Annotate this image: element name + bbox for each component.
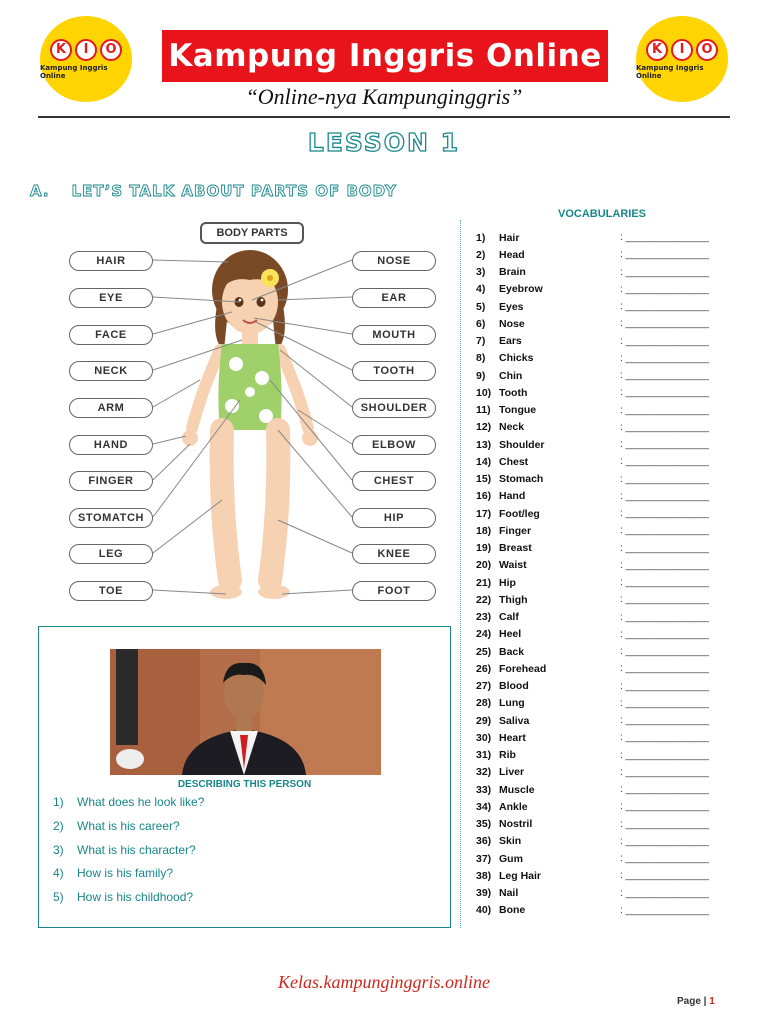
vocab-answer-blank: : _______________	[620, 249, 709, 261]
vocab-number: 30)	[476, 731, 492, 744]
vocab-word: Lung	[499, 697, 525, 710]
vocab-answer-blank: : _______________	[620, 749, 709, 761]
label-hip: HIP	[352, 508, 436, 528]
label-toe: TOE	[69, 581, 153, 601]
question-item	[53, 843, 204, 867]
vocab-row	[476, 850, 740, 867]
vocab-word: Liver	[499, 766, 525, 779]
vocab-row	[476, 419, 740, 436]
vocab-answer-blank: : _______________	[620, 525, 709, 537]
vocab-number: 23)	[476, 611, 492, 624]
question-item	[53, 795, 204, 819]
vocab-word: Head	[499, 248, 525, 261]
vocab-answer-blank: : _______________	[620, 628, 709, 640]
question-text: How is his childhood?	[77, 890, 194, 905]
vocab-number: 21)	[476, 576, 492, 589]
vocab-number: 20)	[476, 559, 492, 572]
vocab-row	[476, 488, 740, 505]
vocab-word: Neck	[499, 421, 525, 434]
question-text: What does he look like?	[77, 795, 205, 809]
label-knee: KNEE	[352, 544, 436, 564]
vocab-word: Blood	[499, 680, 529, 693]
vocab-row	[476, 522, 740, 539]
label-mouth: MOUTH	[352, 325, 436, 345]
vocab-word: Thigh	[499, 593, 528, 606]
vocab-answer-blank: : _______________	[620, 387, 709, 399]
label-nose: NOSE	[352, 251, 436, 271]
vocab-row	[476, 643, 740, 660]
vocab-number: 39)	[476, 887, 492, 900]
vocab-answer-blank: : _______________	[620, 870, 709, 882]
vocab-row	[476, 609, 740, 626]
vocab-word: Nail	[499, 887, 519, 900]
vocab-divider	[460, 220, 461, 928]
label-eye: EYE	[69, 288, 153, 308]
vocab-number: 4)	[476, 283, 486, 296]
section-number: A.	[30, 182, 50, 200]
vocab-answer-blank: : _______________	[620, 335, 709, 347]
vocab-word: Heart	[499, 731, 526, 744]
vocab-word: Muscle	[499, 783, 535, 796]
vocab-row	[476, 764, 740, 781]
vocab-row	[476, 246, 740, 263]
vocab-row	[476, 747, 740, 764]
label-chest: CHEST	[352, 471, 436, 491]
vocab-answer-blank: : _______________	[620, 473, 709, 485]
vocab-number: 37)	[476, 852, 492, 865]
vocab-word: Ears	[499, 335, 522, 348]
vocab-answer-blank: : _______________	[620, 559, 709, 571]
label-tooth: TOOTH	[352, 361, 436, 381]
vocab-answer-blank: : _______________	[620, 370, 709, 382]
footer-website-link[interactable]: Kelas.kampunginggris.online	[278, 972, 490, 992]
logo-subtitle: Kampung Inggris Online	[40, 63, 108, 80]
vocab-answer-blank: : _______________	[620, 439, 709, 451]
vocab-number: 1)	[476, 231, 486, 244]
label-ear: EAR	[352, 288, 436, 308]
tagline: “Online-nya Kampunginggris”	[245, 84, 523, 109]
vocab-row	[476, 729, 740, 746]
vocab-row	[476, 471, 740, 488]
vocab-answer-blank: : _______________	[620, 904, 709, 916]
vocab-answer-blank: : _______________	[620, 352, 709, 364]
vocab-row	[476, 264, 740, 281]
vocab-word: Bone	[499, 904, 526, 917]
vocab-row	[476, 816, 740, 833]
vocab-number: 40)	[476, 904, 492, 917]
vocab-number: 17)	[476, 507, 492, 520]
vocab-row	[476, 229, 740, 246]
vocab-number: 22)	[476, 593, 492, 606]
vocab-answer-blank: : _______________	[620, 680, 709, 692]
vocab-answer-blank: : _______________	[620, 646, 709, 658]
vocab-answer-blank: : _______________	[620, 421, 709, 433]
vocab-row	[476, 591, 740, 608]
question-number: 5)	[53, 890, 64, 905]
vocab-number: 35)	[476, 818, 492, 831]
vocab-number: 11)	[476, 404, 491, 417]
vocab-row	[476, 712, 740, 729]
vocab-word: Nose	[499, 317, 525, 330]
vocab-word: Saliva	[499, 714, 530, 727]
page-title: Kampung Inggris Online	[162, 30, 608, 82]
describe-person-box	[38, 626, 451, 928]
vocab-number: 16)	[476, 490, 492, 503]
logo-letter-k: K	[646, 39, 668, 61]
vocab-answer-blank: : _______________	[620, 594, 709, 606]
vocab-row	[476, 557, 740, 574]
label-finger: FINGER	[69, 471, 153, 491]
vocab-number: 28)	[476, 697, 492, 710]
vocab-word: Shoulder	[499, 438, 545, 451]
vocab-answer-blank: : _______________	[620, 697, 709, 709]
vocab-row	[476, 384, 740, 401]
vocab-number: 13)	[476, 438, 492, 451]
vocab-word: Forehead	[499, 662, 547, 675]
vocabularies-title: VOCABULARIES	[558, 208, 647, 220]
vocab-answer-blank: : _______________	[620, 853, 709, 865]
vocab-number: 5)	[476, 300, 486, 313]
vocab-number: 33)	[476, 783, 492, 796]
vocab-number: 27)	[476, 680, 492, 693]
vocab-word: Chin	[499, 369, 523, 382]
vocab-row	[476, 781, 740, 798]
question-number: 4)	[53, 866, 64, 881]
vocab-row	[476, 350, 740, 367]
label-neck: NECK	[69, 361, 153, 381]
vocab-number: 10)	[476, 386, 492, 399]
question-item	[53, 819, 204, 843]
vocab-number: 29)	[476, 714, 492, 727]
label-leg: LEG	[69, 544, 153, 564]
question-text: How is his family?	[77, 866, 174, 881]
vocab-row	[476, 436, 740, 453]
vocab-row	[476, 333, 740, 350]
vocab-word: Heel	[499, 628, 522, 641]
vocab-answer-blank: : _______________	[620, 318, 709, 330]
logo-letter-o: O	[100, 39, 122, 61]
vocab-row	[476, 453, 740, 470]
vocab-answer-blank: : _______________	[620, 404, 709, 416]
vocab-answer-blank: : _______________	[620, 835, 709, 847]
vocab-word: Tongue	[499, 404, 537, 417]
vocab-word: Back	[499, 645, 525, 658]
logo-subtitle: Kampung Inggris Online	[636, 63, 704, 80]
vocab-word: Finger	[499, 524, 532, 537]
vocab-word: Hand	[499, 490, 526, 503]
page-number	[677, 996, 715, 1007]
vocab-number: 25)	[476, 645, 492, 658]
question-text: What is his character?	[77, 842, 196, 857]
vocab-word: Chicks	[499, 352, 534, 365]
vocab-word: Eyes	[499, 300, 524, 313]
vocab-row	[476, 867, 740, 884]
vocab-row	[476, 798, 740, 815]
vocab-word: Calf	[499, 611, 519, 624]
section-title: LET’S TALK ABOUT PARTS OF BODY	[71, 182, 397, 200]
vocab-row	[476, 902, 740, 919]
vocab-word: Hip	[499, 576, 516, 589]
label-hand: HAND	[69, 435, 153, 455]
vocab-answer-blank: : _______________	[620, 732, 709, 744]
vocab-answer-blank: : _______________	[620, 663, 709, 675]
page-label: Page |	[677, 996, 707, 1007]
vocab-answer-blank: : _______________	[620, 801, 709, 813]
vocab-word: Gum	[499, 852, 523, 865]
vocab-word: Nostril	[499, 818, 533, 831]
vocab-answer-blank: : _______________	[620, 784, 709, 796]
vocab-row	[476, 885, 740, 902]
logo-letter-k: K	[50, 39, 72, 61]
vocab-word: Foot/leg	[499, 507, 540, 520]
vocab-number: 2)	[476, 248, 486, 261]
question-number: 2)	[53, 818, 64, 833]
vocab-answer-blank: : _______________	[620, 232, 709, 244]
vocab-row	[476, 695, 740, 712]
label-hair: HAIR	[69, 251, 153, 271]
vocab-row	[476, 281, 740, 298]
vocab-number: 15)	[476, 473, 492, 486]
vocab-number: 9)	[476, 369, 486, 382]
vocab-number: 26)	[476, 662, 492, 675]
vocab-answer-blank: : _______________	[620, 542, 709, 554]
vocab-row	[476, 626, 740, 643]
vocab-word: Eyebrow	[499, 283, 543, 296]
vocab-answer-blank: : _______________	[620, 766, 709, 778]
vocab-word: Skin	[499, 835, 522, 848]
vocab-row	[476, 660, 740, 677]
vocab-word: Stomach	[499, 473, 544, 486]
vocab-row	[476, 678, 740, 695]
vocab-number: 34)	[476, 800, 492, 813]
question-item	[53, 890, 204, 914]
lesson-title: LESSON 1	[307, 128, 461, 157]
vocab-answer-blank: : _______________	[620, 818, 709, 830]
logo-letter-i: I	[75, 39, 97, 61]
vocab-number: 3)	[476, 266, 486, 279]
vocabulary-list	[476, 229, 740, 919]
vocab-row	[476, 505, 740, 522]
vocab-number: 38)	[476, 869, 492, 882]
describe-title: DESCRIBING THIS PERSON	[177, 779, 312, 790]
label-face: FACE	[69, 325, 153, 345]
vocab-number: 36)	[476, 835, 492, 848]
logo-letter-o: O	[696, 39, 718, 61]
vocab-row	[476, 367, 740, 384]
vocab-word: Tooth	[499, 386, 528, 399]
vocab-number: 18)	[476, 524, 492, 537]
vocab-word: Brain	[499, 266, 526, 279]
vocab-answer-blank: : _______________	[620, 887, 709, 899]
vocab-answer-blank: : _______________	[620, 301, 709, 313]
vocab-row	[476, 315, 740, 332]
vocab-row	[476, 574, 740, 591]
page-number-value: 1	[709, 996, 715, 1007]
label-elbow: ELBOW	[352, 435, 436, 455]
vocab-row	[476, 540, 740, 557]
vocab-number: 8)	[476, 352, 486, 365]
vocab-row	[476, 402, 740, 419]
vocab-word: Waist	[499, 559, 527, 572]
label-arm: ARM	[69, 398, 153, 418]
vocab-answer-blank: : _______________	[620, 456, 709, 468]
vocab-answer-blank: : _______________	[620, 266, 709, 278]
label-stomach: STOMATCH	[69, 508, 153, 528]
vocab-number: 12)	[476, 421, 492, 434]
vocab-row	[476, 298, 740, 315]
vocab-answer-blank: : _______________	[620, 611, 709, 623]
vocab-answer-blank: : _______________	[620, 490, 709, 502]
vocab-row	[476, 833, 740, 850]
vocab-number: 6)	[476, 317, 486, 330]
vocab-word: Chest	[499, 455, 529, 468]
vocab-number: 31)	[476, 749, 492, 762]
vocab-answer-blank: : _______________	[620, 577, 709, 589]
vocab-word: Rib	[499, 749, 516, 762]
vocab-number: 24)	[476, 628, 492, 641]
logo-letter-i: I	[671, 39, 693, 61]
person-photo	[110, 649, 381, 775]
vocab-word: Leg Hair	[499, 869, 542, 882]
question-number: 1)	[53, 795, 64, 809]
vocab-answer-blank: : _______________	[620, 508, 709, 520]
vocab-word: Hair	[499, 231, 520, 244]
vocab-answer-blank: : _______________	[620, 283, 709, 295]
question-number: 3)	[53, 842, 64, 857]
vocab-answer-blank: : _______________	[620, 715, 709, 727]
label-foot: FOOT	[352, 581, 436, 601]
vocab-number: 7)	[476, 335, 486, 348]
vocab-number: 19)	[476, 542, 492, 555]
question-item	[53, 866, 204, 890]
vocab-number: 14)	[476, 455, 492, 468]
logo-letters	[646, 39, 718, 61]
vocab-number: 32)	[476, 766, 492, 779]
vocab-word: Ankle	[499, 800, 528, 813]
vocab-word: Breast	[499, 542, 532, 555]
question-text: What is his career?	[77, 818, 180, 833]
body-parts-header: BODY PARTS	[200, 222, 304, 244]
question-list	[53, 795, 204, 914]
label-shoulder: SHOULDER	[352, 398, 436, 418]
